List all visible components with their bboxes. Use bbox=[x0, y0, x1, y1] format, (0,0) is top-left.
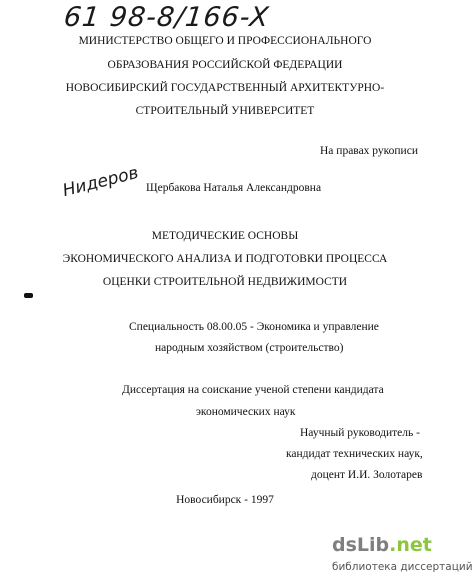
dslib-watermark[interactable] bbox=[332, 534, 473, 582]
title-line-1: МЕТОДИЧЕСКИЕ ОСНОВЫ bbox=[151, 230, 299, 242]
handwritten-signature: Нидеров bbox=[60, 162, 141, 202]
title-line-2: ЭКОНОМИЧЕСКОГО АНАЛИЗА И ПОДГОТОВКИ ПРОЦЕССА bbox=[62, 253, 388, 265]
ministry-line-2: ОБРАЗОВАНИЯ РОССИЙСКОЙ ФЕДЕРАЦИИ bbox=[107, 59, 343, 71]
specialty-line-2: народным хозяйством (строительство) bbox=[155, 342, 344, 354]
title-line-3: ОЦЕНКИ СТРОИТЕЛЬНОЙ НЕДВИЖИМОСТИ bbox=[102, 276, 348, 288]
ministry-line-1: МИНИСТЕРСТВО ОБЩЕГО И ПРОФЕССИОНАЛЬНОГО bbox=[78, 35, 372, 47]
city-year: Новосибирск - 1997 bbox=[176, 494, 274, 506]
university-line-2: СТРОИТЕЛЬНЫЙ УНИВЕРСИТЕТ bbox=[135, 105, 315, 117]
supervisor-name: доцент И.И. Золотарев bbox=[311, 469, 423, 481]
university-line-1: НОВОСИБИРСКИЙ ГОСУДАРСТВЕННЫЙ АРХИТЕКТУРНО- bbox=[65, 82, 385, 94]
watermark-tagline: библиотека диссертаций bbox=[332, 561, 473, 573]
dissertation-line-1: Диссертация на соискание ученой степени кандидата bbox=[122, 384, 384, 396]
supervisor-role: Научный руководитель - bbox=[300, 427, 420, 439]
specialty-line-1: Специальность 08.00.05 - Экономика и управление bbox=[129, 321, 379, 333]
logo-suffix-text: .net bbox=[389, 534, 432, 556]
manuscript-note: На правах рукописи bbox=[320, 145, 418, 157]
handwritten-archive-number: 61 98-8/166-X bbox=[62, 2, 271, 33]
dissertation-line-2: экономических наук bbox=[196, 406, 296, 418]
supervisor-degree: кандидат технических наук, bbox=[286, 448, 423, 460]
author-name: Щербакова Наталья Александровна bbox=[146, 182, 322, 194]
logo-main-text: dsLib bbox=[332, 534, 390, 556]
dslib-logo bbox=[332, 534, 432, 556]
ink-mark bbox=[24, 293, 33, 298]
